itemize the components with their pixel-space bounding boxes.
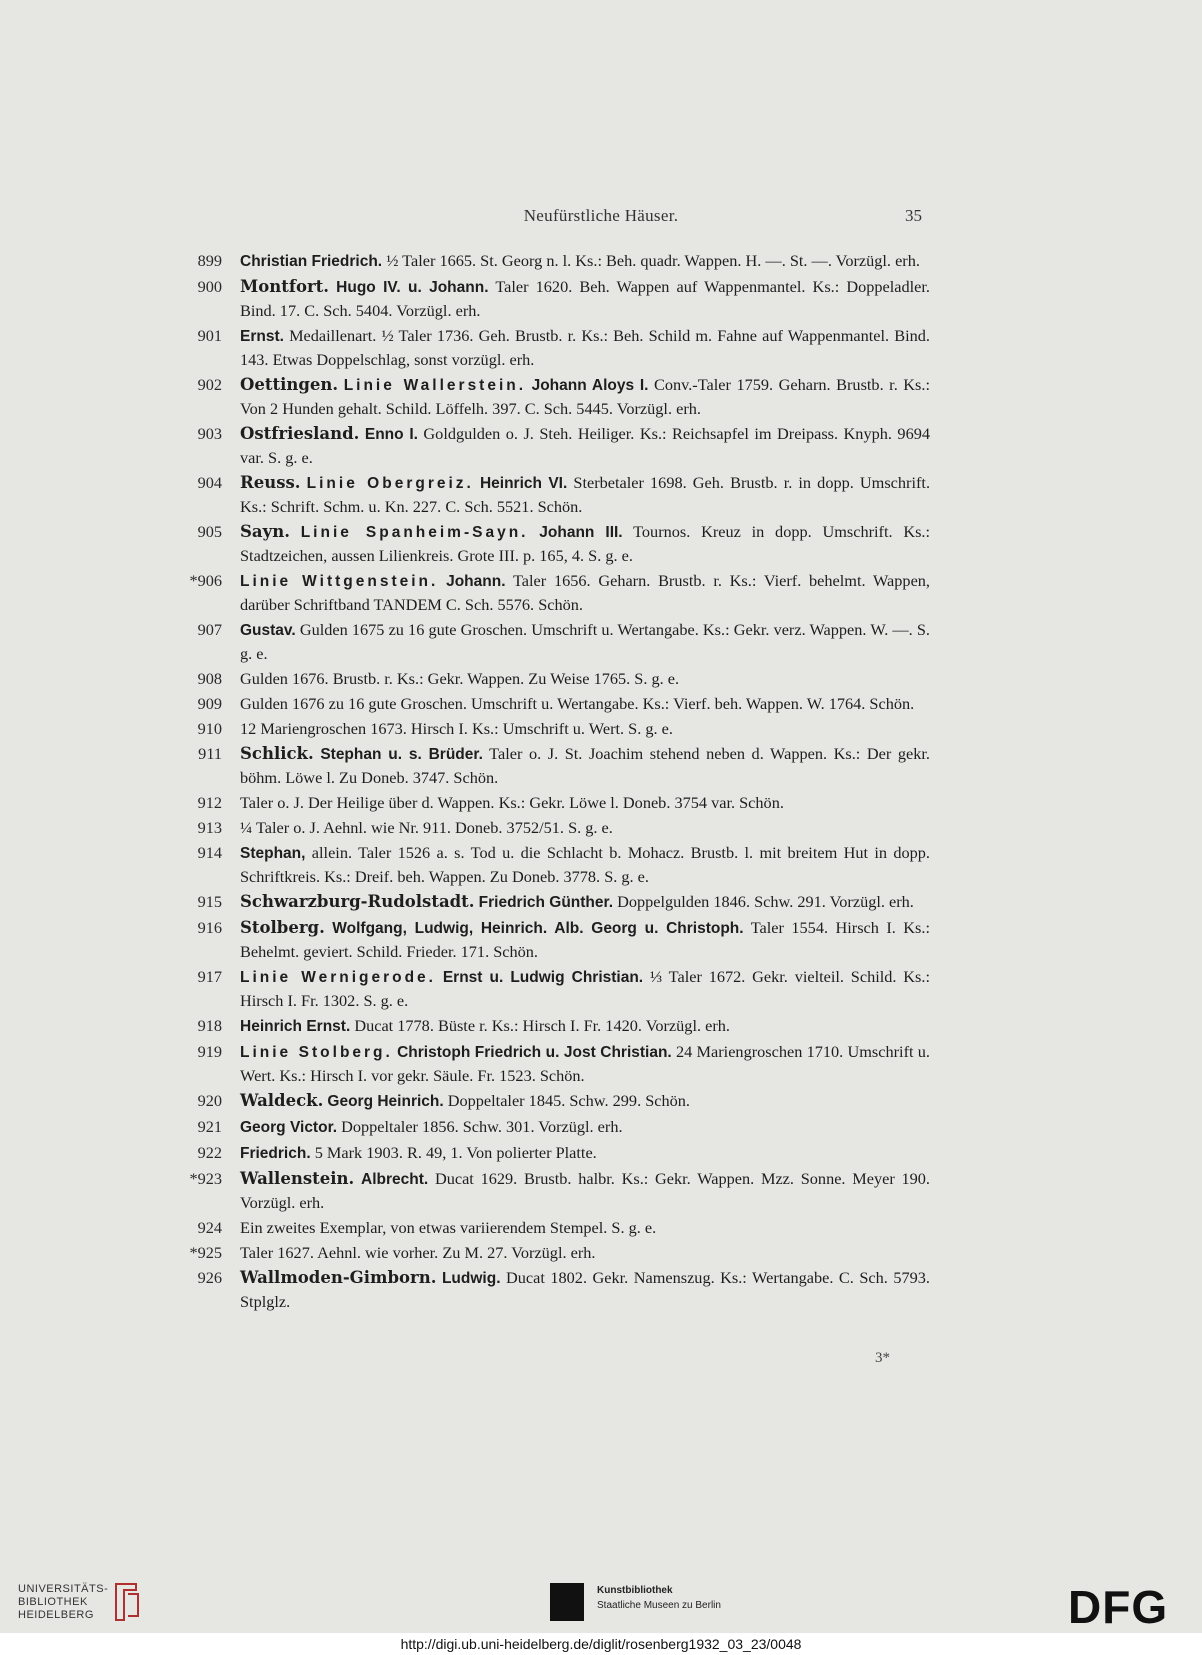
- signature-mark: 3*: [875, 1350, 890, 1366]
- ruler-name: Georg Heinrich.: [327, 1093, 444, 1110]
- entry-text: Gulden 1675 zu 16 gute Groschen. Umschrift u. Wertangabe. Ks.: Gekr. verz. Wappen. W. —. S. g. e.: [240, 620, 930, 663]
- entry-number: 916: [197, 918, 222, 937]
- catalogue-entry: [185, 1167, 930, 1214]
- catalogue-entry: [185, 249, 930, 273]
- entry-text: Doppeltaler 1845. Schw. 299. Schön.: [443, 1091, 690, 1110]
- kb-name: Kunstbibliothek: [597, 1585, 673, 1596]
- university-line-2: BIBLIOTHEK: [18, 1596, 88, 1608]
- house-name: Schlick.: [240, 744, 314, 763]
- house-name: Oettingen.: [240, 375, 339, 394]
- entry-number: 920: [197, 1091, 222, 1110]
- entry-text: Taler 1656. Geharn. Brustb. r. Ks.: Vierf. behelmt. Wappen, darüber Schriftband TANDEM C. Sch. 5576. Schön.: [240, 571, 931, 614]
- page-number: 35: [905, 206, 922, 225]
- entry-number: 926: [197, 1268, 222, 1287]
- catalogue-entry: [185, 841, 930, 888]
- entry-text: Gulden 1676 zu 16 gute Groschen. Umschrift u. Wertangabe. Ks.: Vierf. beh. Wappen. W. 1764. Schön.: [240, 694, 915, 713]
- house-name: Reuss.: [240, 473, 301, 492]
- house-name: Montfort.: [240, 277, 330, 296]
- catalogue-entry: [185, 890, 930, 914]
- entry-text: Taler o. J. Der Heilige über d. Wappen. Ks.: Gekr. Löwe l. Doneb. 3754 var. Schön.: [240, 793, 784, 812]
- catalogue-entry: [185, 692, 930, 715]
- entry-number: 918: [197, 1016, 222, 1035]
- entry-text: Ducat 1629. Brustb. halbr. Ks.: Gekr. Wappen. Mzz. Sonne. Meyer 190. Vorzügl. erh.: [240, 1169, 930, 1212]
- ruler-name: Stephan u. s. Brüder.: [320, 746, 483, 763]
- catalogue-entry: [185, 1266, 930, 1313]
- ruler-name: Friedrich.: [240, 1145, 311, 1162]
- ruler-name: Christian Friedrich.: [240, 253, 383, 270]
- entry-text: Doppeltaler 1856. Schw. 301. Vorzügl. erh.: [337, 1117, 623, 1136]
- house-name: Schwarzburg-Rudolstadt.: [240, 892, 475, 911]
- entry-text: Medaillenart. ½ Taler 1736. Geh. Brustb. r. Ks.: Beh. Schild m. Fahne auf Wappenmantel. Bind. 143. Etwas Doppelschlag, sonst vorzügl. erh.: [240, 326, 930, 369]
- entry-text: Doppelgulden 1846. Schw. 291. Vorzügl. erh.: [613, 892, 914, 911]
- ruler-name: Hugo IV. u. Johann.: [336, 279, 489, 296]
- dfg-logo[interactable]: DFG: [1068, 1581, 1169, 1633]
- entry-text: [354, 1169, 361, 1188]
- page-title: Neufürstliche Häuser.: [523, 206, 679, 225]
- entry-text: [290, 522, 301, 541]
- catalogue-entries: [185, 249, 930, 1315]
- entry-number: 911: [198, 744, 222, 763]
- entry-text: Conv.-Taler 1759. Geharn. Brustb. r. Ks.: Von 2 Hunden gehalt. Schild. Löffelh. 397. C. Sch. 5445. Vorzügl. erh.: [240, 375, 930, 418]
- catalogue-entry: [185, 1241, 930, 1264]
- catalogue-entry: [185, 1216, 930, 1239]
- entry-number: 912: [197, 793, 222, 812]
- ruler-name: Ernst.: [240, 328, 284, 345]
- ruler-name: Enno I.: [364, 426, 418, 443]
- entry-text: 5 Mark 1903. R. 49, 1. Von polierter Platte.: [310, 1143, 597, 1162]
- line-name: Linie Spanheim-Sayn.: [300, 524, 529, 541]
- catalogue-entry: [185, 569, 930, 616]
- entry-number: 907: [197, 620, 222, 639]
- line-name: Linie Wittgenstein.: [240, 573, 439, 590]
- entry-text: Taler 1627. Aehnl. wie vorher. Zu M. 27. Vorzügl. erh.: [240, 1243, 596, 1262]
- ruler-name: Stephan,: [240, 845, 306, 862]
- university-line-1: UNIVERSITÄTS-: [18, 1583, 109, 1595]
- entry-text: ¼ Taler o. J. Aehnl. wie Nr. 911. Doneb. 3752/51. S. g. e.: [240, 818, 613, 837]
- entry-number: 899: [197, 251, 222, 270]
- catalogue-entry: [185, 916, 930, 963]
- entry-number: 922: [197, 1143, 222, 1162]
- house-name: Wallenstein.: [240, 1169, 355, 1188]
- ruler-name: Heinrich VI.: [479, 475, 568, 492]
- entry-text: Sterbetaler 1698. Geh. Brustb. r. in dopp. Umschrift. Ks.: Schrift. Schm. u. Kn. 227. C. Sch. 5521. Schön.: [240, 473, 931, 516]
- ruler-name: Christoph Friedrich u. Jost Christian.: [397, 1044, 672, 1061]
- university-line-3: HEIDELBERG: [18, 1609, 94, 1621]
- entry-number: 919: [197, 1042, 222, 1061]
- entry-text: Goldgulden o. J. Steh. Heiliger. Ks.: Reichsapfel im Dreipass. Knyph. 9694 var. S. g. e.: [240, 424, 930, 467]
- ruler-name: Ernst u. Ludwig Christian.: [442, 969, 644, 986]
- catalogue-entry: [185, 1040, 930, 1087]
- entry-number: *923: [189, 1169, 222, 1188]
- house-name: Ostfriesland.: [240, 424, 360, 443]
- catalogue-entry: [185, 1089, 930, 1113]
- ruler-name: Gustav.: [240, 622, 296, 639]
- line-name: Linie Stolberg.: [240, 1044, 393, 1061]
- catalogue-entry: [185, 1115, 930, 1139]
- entry-number: 915: [197, 892, 222, 911]
- catalogue-entry: [185, 816, 930, 839]
- catalogue-entry: [185, 520, 930, 567]
- house-name: Waldeck.: [240, 1091, 324, 1110]
- entry-number: 921: [197, 1117, 222, 1136]
- entry-number: 913: [197, 818, 222, 837]
- catalogue-entry: [185, 717, 930, 740]
- entry-text: Ducat 1778. Büste r. Ks.: Hirsch I. Fr. 1420. Vorzügl. erh.: [350, 1016, 730, 1035]
- university-library-logo[interactable]: [18, 1583, 108, 1622]
- catalogue-entry: [185, 791, 930, 814]
- catalogue-entry: [185, 1014, 930, 1038]
- entry-number: *906: [189, 571, 222, 590]
- entry-text: Ein zweites Exemplar, von etwas variierendem Stempel. S. g. e.: [240, 1218, 657, 1237]
- entry-number: 904: [197, 473, 222, 492]
- house-name: Wallmoden-Gimborn.: [240, 1268, 437, 1287]
- catalogue-entry: [185, 1141, 930, 1165]
- catalogue-entry: [185, 667, 930, 690]
- ruler-name: Georg Victor.: [240, 1119, 338, 1136]
- ruler-name: Wolfgang, Ludwig, Heinrich. Alb. Georg u. Christoph.: [332, 920, 744, 937]
- entry-text: ½ Taler 1665. St. Georg n. l. Ks.: Beh. quadr. Wappen. H. —. St. —. Vorzügl. erh.: [382, 251, 920, 270]
- entry-text: 24 Mariengroschen 1710. Umschrift u. Wert. Ks.: Hirsch I. vor gekr. Säule. Fr. 1523. Schön.: [240, 1042, 930, 1085]
- catalogue-entry: [185, 422, 930, 469]
- kb-sub: Staatliche Museen zu Berlin: [597, 1600, 721, 1611]
- catalogue-entry: [185, 373, 930, 420]
- entry-text: [436, 967, 443, 986]
- kunstbibliothek-label[interactable]: [597, 1583, 721, 1613]
- entry-number: 902: [197, 375, 222, 394]
- house-name: Sayn.: [240, 522, 290, 541]
- entry-text: Taler 1620. Beh. Wappen auf Wappenmantel. Ks.: Doppeladler. Bind. 17. C. Sch. 5404. Vorzügl. erh.: [240, 277, 930, 320]
- permalink-url[interactable]: http://digi.ub.uni-heidelberg.de/diglit/rosenberg1932_03_23/0048: [400, 1636, 802, 1652]
- entry-number: 903: [197, 424, 222, 443]
- ruler-name: Johann III.: [539, 524, 623, 541]
- entry-number: 905: [197, 522, 222, 541]
- ruler-name: Johann.: [446, 573, 506, 590]
- entry-text: Taler o. J. St. Joachim stehend neben d. Wappen. Ks.: Der gekr. böhm. Löwe l. Zu Doneb. 3747. Schön.: [240, 744, 930, 787]
- line-name: Linie Wernigerode.: [240, 969, 436, 986]
- ruler-name: Johann Aloys I.: [531, 377, 649, 394]
- entry-number: 901: [197, 326, 222, 345]
- ruler-name: Heinrich Ernst.: [240, 1018, 351, 1035]
- catalogue-entry: [185, 471, 930, 518]
- entry-number: 900: [197, 277, 222, 296]
- line-name: Linie Wallerstein.: [343, 377, 527, 394]
- house-name: Stolberg.: [240, 918, 325, 937]
- catalogue-entry: [185, 618, 930, 665]
- catalogue-entry: [185, 965, 930, 1012]
- entry-text: Tournos. Kreuz in dopp. Umschrift. Ks.: Stadtzeichen, aussen Lilienkreis. Grote III. p. 165, 4. S. g. e.: [240, 522, 931, 565]
- catalogue-entry: [185, 324, 930, 371]
- entry-text: [438, 571, 446, 590]
- kunstbibliothek-logo-icon: [550, 1583, 584, 1621]
- ruler-name: Albrecht.: [361, 1171, 429, 1188]
- entry-number: 924: [197, 1218, 222, 1237]
- entry-number: 914: [197, 843, 222, 862]
- entry-text: Taler 1554. Hirsch I. Ks.: Behelmt. geviert. Schild. Frieder. 171. Schön.: [240, 918, 930, 961]
- ruler-name: Friedrich Günther.: [478, 894, 613, 911]
- entry-text: Ducat 1802. Gekr. Namenszug. Ks.: Wertangabe. C. Sch. 5793. Stplglz.: [240, 1268, 930, 1311]
- entry-number: *925: [189, 1243, 222, 1262]
- entry-number: 910: [197, 719, 222, 738]
- entry-text: allein. Taler 1526 a. s. Tod u. die Schlacht b. Mohacz. Brustb. l. mit breitem Hut in dopp. Schriftkreis. Ks.: Dreif. beh. Wappen. Zu Doneb. 3778. S. g. e.: [240, 843, 930, 886]
- entry-text: 12 Mariengroschen 1673. Hirsch I. Ks.: Umschrift u. Wert. S. g. e.: [240, 719, 673, 738]
- catalogue-entry: [185, 275, 930, 322]
- ruler-name: Ludwig.: [441, 1270, 501, 1287]
- entry-number: 909: [197, 694, 222, 713]
- entry-number: 917: [197, 967, 222, 986]
- entry-text: ⅓ Taler 1672. Gekr. vielteil. Schild. Ks.: Hirsch I. Fr. 1302. S. g. e.: [240, 967, 930, 1010]
- entry-number: 908: [197, 669, 222, 688]
- catalogue-entry: [185, 742, 930, 789]
- entry-text: [528, 522, 539, 541]
- line-name: Linie Obergreiz.: [306, 475, 474, 492]
- entry-text: Gulden 1676. Brustb. r. Ks.: Gekr. Wappen. Zu Weise 1765. S. g. e.: [240, 669, 680, 688]
- university-emblem-icon: [110, 1580, 142, 1624]
